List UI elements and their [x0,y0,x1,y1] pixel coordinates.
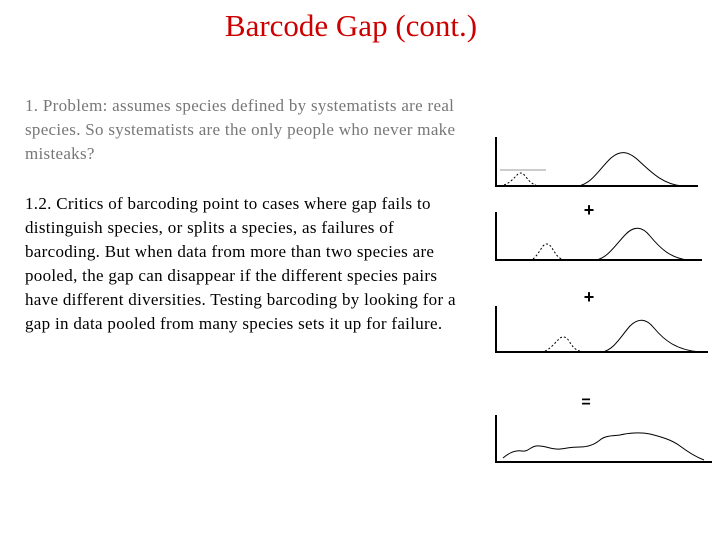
plus-operator-1: + [583,200,595,220]
distribution-plot-3 [496,306,708,352]
distribution-plot-1 [496,137,698,186]
paragraph-critics: 1.2. Critics of barcoding point to cases where gap fails to distinguish species, or splits a species, as failures of barcoding. But when data from more than two species are pooled, the gap can disappear if the different species pairs have different diversities. Testing barcoding by looking for a gap in data pooled from many species sets it up for failure. [25,194,456,333]
distribution-plot-2 [496,212,702,260]
plus-operator-2: + [583,287,595,307]
plot-2-axes [496,212,702,260]
pooled-distribution-curve [503,433,704,460]
slide-title: Barcode Gap (cont.) [224,8,478,43]
paragraph-problem: 1. Problem: assumes species defined by systematists are real species. So systematists are the only people who never make misteaks? [25,96,456,163]
pooled-plot-axes [496,415,712,462]
plot-2-intraspecific-curve [533,244,562,259]
plot-1-intraspecific-curve [504,173,536,185]
plot-1-axes [496,137,698,186]
plot-3-intraspecific-curve [545,337,580,351]
plot-2-interspecific-curve [596,228,688,260]
plot-3-interspecific-curve [602,320,700,352]
equals-operator: = [581,394,591,411]
pooled-distribution-plot [496,415,712,462]
plot-3-axes [496,306,708,352]
plot-1-interspecific-curve [578,153,682,186]
